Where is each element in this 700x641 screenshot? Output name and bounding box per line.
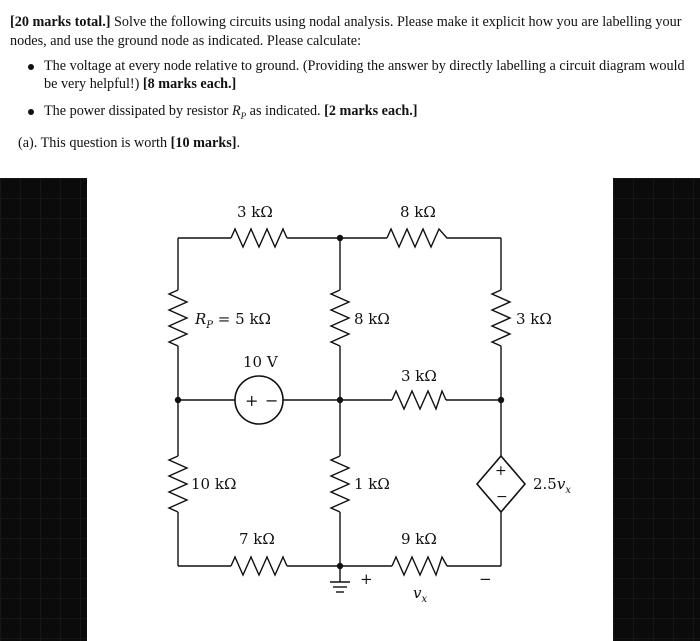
label-r-center-lower: 1 kΩ [354,475,390,493]
right-dark-panel [613,178,700,641]
label-r-right-vertical: 3 kΩ [516,310,552,328]
label-rp: $R_P = 5$ kΩ [195,310,271,331]
resistor-rp [169,290,187,346]
label-source-10v: 10 V [243,353,278,371]
bullet-icon [28,64,34,70]
task-list [24,58,688,135]
resistor-mid-vertical [331,290,349,346]
label-r-bottom-left: 7 kΩ [239,530,275,548]
problem-statement [0,0,700,179]
dep-plus-sign: + [495,463,507,479]
label-vx-plus: + [360,570,373,588]
label-dep-source: $2.5v_x$ [533,475,571,496]
label-r-top-right: 8 kΩ [400,203,436,221]
bullet-icon [28,109,34,115]
resistor-left-lower [169,456,187,512]
part-end: . [236,135,241,151]
resistor-mid-horizontal [392,391,446,409]
task-item-voltages [24,58,688,93]
left-dark-panel [0,178,87,641]
node-dot [337,397,343,403]
marks-total: [20 marks total.] [10,14,111,30]
label-r-left-lower: 10 kΩ [191,475,237,493]
node-dot [175,397,181,403]
task-power-var: R [231,103,241,119]
problem-intro [10,13,692,51]
part-text: This question is worth [40,135,168,151]
resistor-top-right [387,229,451,247]
label-r-top-left: 3 kΩ [237,203,273,221]
resistor-bottom-left [231,557,287,575]
resistor-top-left [231,229,287,247]
resistor-right-vertical [492,290,510,346]
source-plus-sign: + [245,391,259,410]
label-vx: $v_x$ [413,584,428,605]
part-label: (a). [18,135,38,151]
task-power-marks: [2 marks each.] [324,103,418,119]
label-r-mid-vertical: 8 kΩ [354,310,390,328]
label-r-bottom-right: 9 kΩ [401,530,437,548]
circuit-diagram [87,178,613,641]
node-dot [337,235,343,241]
part-a-header [18,134,240,152]
label-r-mid-horizontal: 3 kΩ [401,367,437,385]
part-marks: [10 marks] [170,135,237,151]
dep-minus-sign: − [496,489,508,505]
task-voltages-marks: [8 marks each.] [142,75,237,92]
node-dot [498,397,504,403]
voltage-source-10v [235,376,283,424]
resistor-bottom-right [392,557,447,575]
task-power-post: as indicated. [249,103,321,119]
task-power-sub: P [240,110,247,121]
task-power-pre: The power dissipated by resistor [44,103,229,119]
dependent-source [477,456,525,512]
node-dot [337,563,343,569]
source-minus-sign: − [265,391,279,410]
label-vx-minus: − [479,570,492,588]
intro-text: Solve the following circuits using nodal analysis. Please make it explicit how you are labelling your nodes, and use the ground node as indicated. Please calculate: [10,14,682,49]
task-item-power [24,103,688,125]
resistor-center-lower [331,456,349,512]
ground-icon [330,582,350,592]
task-voltages-text: The voltage at every node relative to ground. (Providing the answer by directly labelling a circuit diagram would be very helpful!) [44,58,685,92]
